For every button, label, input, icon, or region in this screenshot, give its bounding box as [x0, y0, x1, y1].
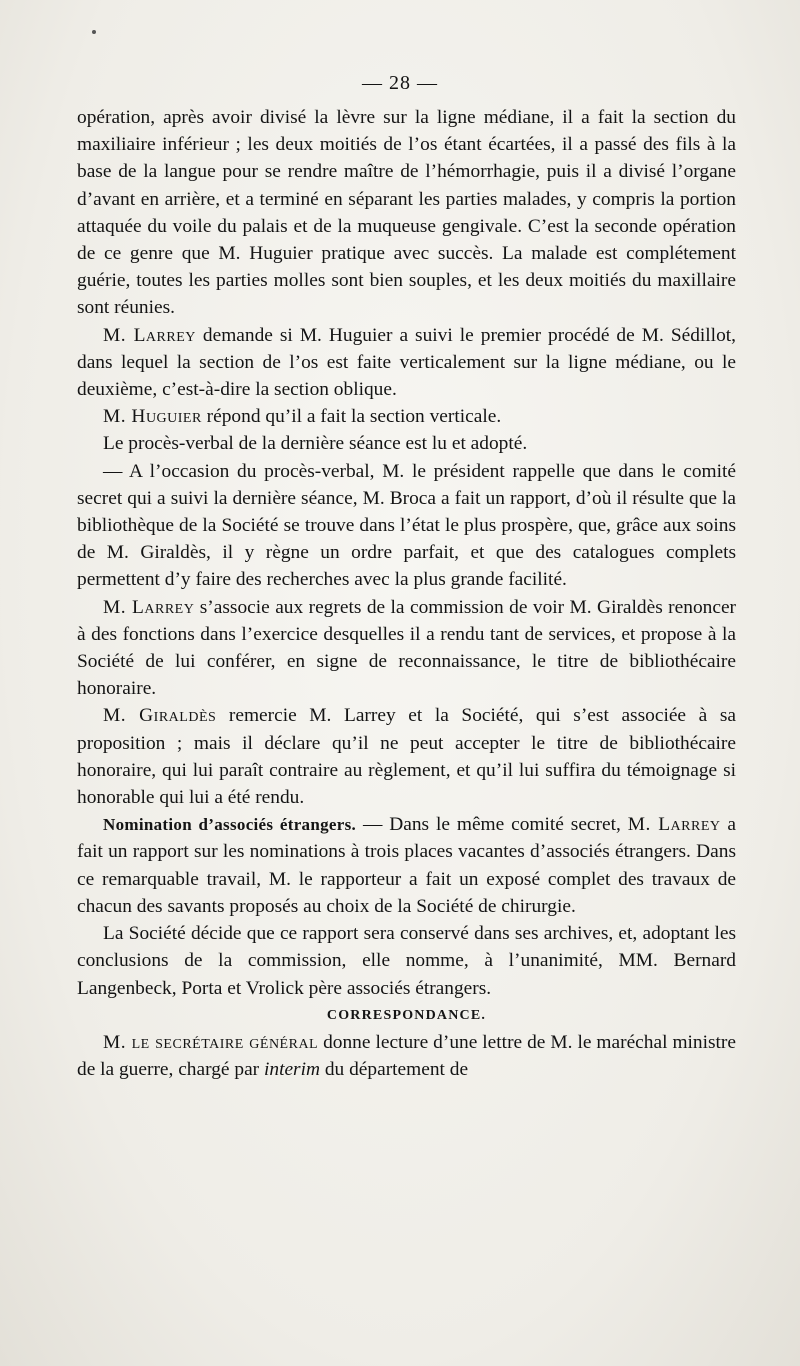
paragraph-society-decision: La Société décide que ce rapport sera conservé dans ses archives, et, adoptant les conclusions de la commission, elle nomme, à l’unanimité, MM. Bernard Langenbeck, Porta et Vrolick père associés étrangers. — [77, 923, 736, 999]
paragraph-text: du département de — [320, 1059, 469, 1081]
speaker-name: M. Larrey — [103, 596, 195, 618]
paragraph-text: répond qu’il a fait la section verticale. — [201, 406, 502, 428]
paragraph-text: — Dans le même comité secret, — [356, 814, 628, 836]
paragraph-larrey-proposal — [77, 594, 736, 703]
paragraph-text: s’associe aux regrets de la commission de voir M. Giraldès renoncer à des fonctions dans l’exercice desquelles il a rendu tant de services, et propose à la Société de lui conférer, en signe de reconnaissance, le titre de bibliothécaire honoraire. — [77, 596, 737, 700]
italic-term: interim — [263, 1059, 320, 1081]
speaker-name: M. Huguier — [103, 406, 202, 428]
page-number: — 28 — — [362, 72, 438, 94]
paragraph-minutes-adopted: Le procès-verbal de la dernière séance est lu et adopté. — [103, 433, 528, 455]
paragraph-library-report: — A l’occasion du procès-verbal, M. le président rappelle que dans le comité secret qui a suivi la dernière séance, M. Broca a fait un rapport, d’où il résulte que la bibliothèque de la Société se trouve dans l’état le plus prospère, que, grâce aux soins de M. Giraldès, il y règne un ordre parfait, et que des catalogues complets permettent d’y faire des recherches avec la plus grande facilité. — [77, 460, 736, 591]
speaker-name: M. Giraldès — [103, 705, 217, 727]
paragraph-continuation: opération, après avoir divisé la lèvre sur la ligne médiane, il a fait la section du maxiliaire inférieur ; les deux moitiés de l’os étant écartées, il a passé des fils à la base de la langue pour se rendre maître de l’hémorrhagie, puis il a divisé l’organe d’avant en arrière, et a terminé en séparant les parties malades, y compris la portion attaquée du voile du palais et de la muqueuse gengivale. C’est la seconde opération de ce genre que M. Huguier pratique avec succès. La malade est complétement guérie, toutes les parties molles sont bien souples, et les deux moitiés du maxillaire sont réunies. — [77, 107, 736, 319]
paragraph-larrey-question — [77, 322, 736, 404]
paragraph-text: remercie M. Larrey et la Société, qui s’est associée à sa proposition ; mais il déclare qu’il ne peut accepter le titre de bibliothécaire honoraire, qui lui paraît contraire au règlement, et qu’il lui suffira du témoignage si honorable qui lui a été rendu. — [77, 705, 736, 809]
speaker-name: M. Larrey — [627, 814, 721, 836]
run-in-heading: Nomination d’associés étrangers. — [103, 815, 357, 835]
paragraph-foreign-associates — [77, 811, 736, 920]
paragraph-giraldes-thanks — [77, 702, 736, 811]
paragraph-huguier-reply — [77, 403, 736, 430]
page-body — [77, 104, 736, 1083]
speaker-name: M. Larrey — [103, 324, 196, 346]
paragraph-correspondence — [77, 1029, 736, 1083]
paragraph-text: donne lecture d’une lettre de M. le maréchal ministre de la guerre, chargé par — [77, 1031, 736, 1081]
paragraph-text: a fait un rapport sur les nominations à trois places vacantes d’associés étrangers. Dans ce remarquable travail, M. le rapporteur a fait un exposé complet des travaux de chacun des savants proposés au choix de la Société de chirurgie. — [77, 814, 736, 917]
speaker-name: M. le secrétaire général — [103, 1031, 319, 1053]
paragraph-text: demande si M. Huguier a suivi le premier procédé de M. Sédillot, dans lequel la section de l’os est faite verticalement sur la ligne médiane, ou le deuxième, c’est-à-dire la section oblique. — [77, 324, 736, 401]
section-title: CORRESPONDANCE. — [326, 1007, 487, 1023]
ink-speck — [92, 30, 96, 34]
